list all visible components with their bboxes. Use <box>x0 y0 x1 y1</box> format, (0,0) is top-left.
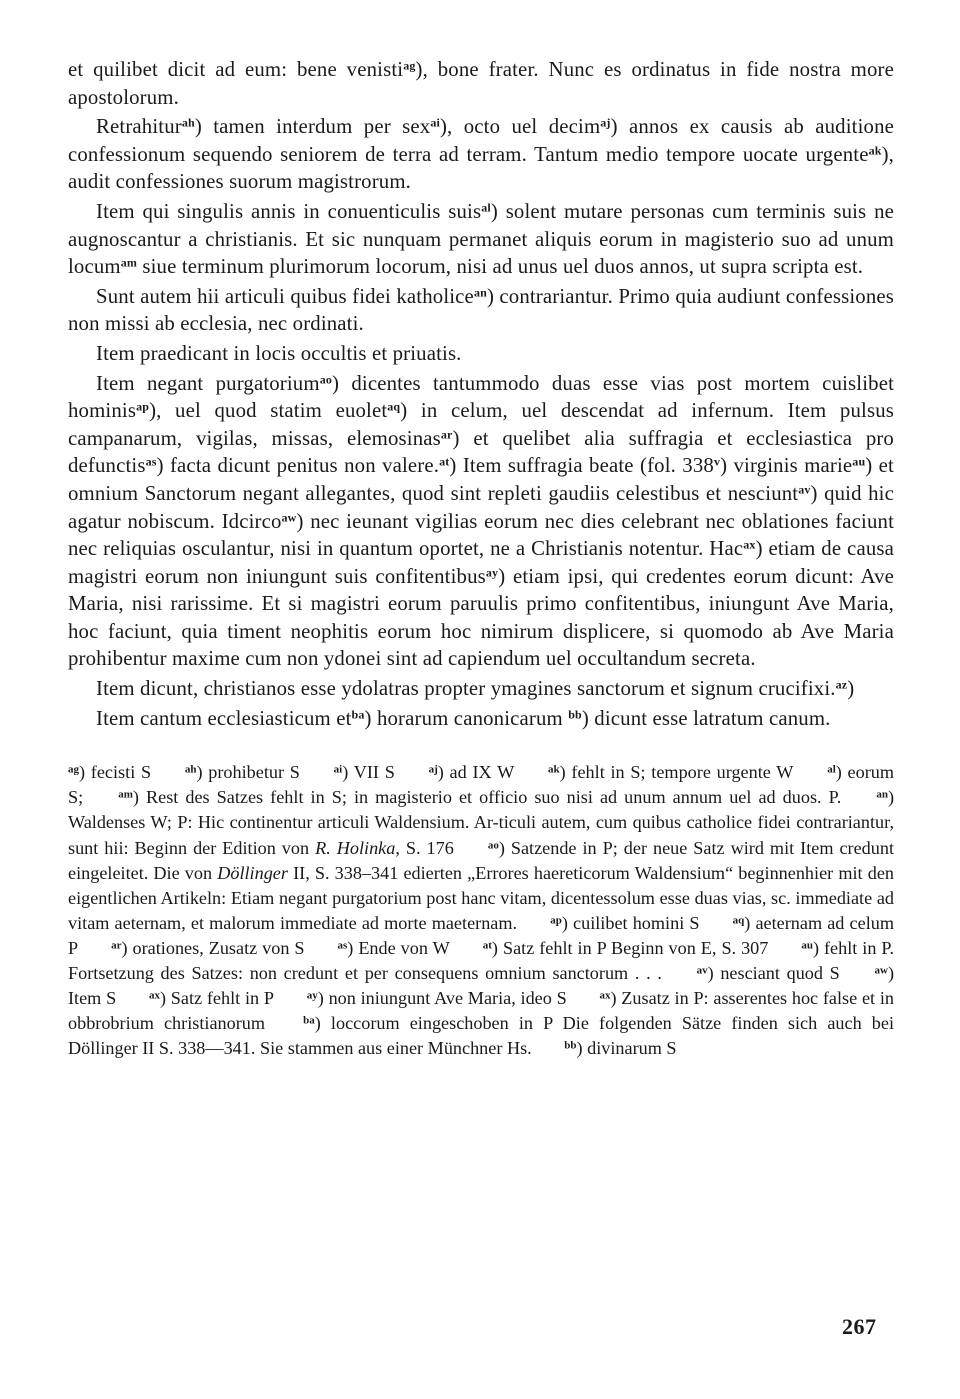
footnote-mark: bb <box>568 707 582 722</box>
footnote-text: ) Waldenses W; P: Hic continentur articuli Waldensium. Ar-ticuli autem, cum quibus catholice fidei contrariantur, sunt hii: Beginn der Edition von <box>68 787 894 858</box>
footnote-mark: au <box>852 454 866 469</box>
footnote-label: ag <box>68 763 79 776</box>
text-run: Item cantum ecclesiasticum et <box>96 706 352 730</box>
text-run: ) dicunt esse latratum canum. <box>581 706 831 730</box>
text-run: Item dicunt, christianos esse ydolatras propter ymagines sanctorum et signum crucifixi. <box>96 677 836 701</box>
page-number: 267 <box>842 1314 877 1339</box>
paragraph <box>68 56 894 111</box>
footnote <box>429 762 515 782</box>
footnote <box>338 938 450 958</box>
text-run: ) dicentes tantummodo duas esse vias post mortem cuislibet hominis <box>68 371 895 423</box>
footnote-text: ) Satz fehlt in P Beginn von E, S. 307 <box>491 937 769 958</box>
text-run: ) quid hic agatur nobiscum. Idcirco <box>68 481 894 533</box>
footnote-text: ) cuilibet homini S <box>561 912 700 933</box>
text-run: ) tamen interdum per sex <box>194 115 431 139</box>
paragraph <box>68 370 894 674</box>
paragraph <box>68 283 894 338</box>
footnote-mark: ah <box>181 115 195 130</box>
text-run: ) virginis marie <box>720 454 853 478</box>
footnote-label: ap <box>550 914 562 927</box>
footnote-text: , S. 176 <box>395 837 454 858</box>
footnote-mark: az <box>835 677 848 692</box>
text-run: ) solent mutare personas cum terminis suis ne augnoscantur a christianis. Et sic nunquam permanet aliquis eorum in magisterio suo ad unum locum <box>68 199 894 279</box>
text-run: ) etiam de causa magistri eorum non iniungunt suis confitentibus <box>68 537 894 588</box>
footnotes <box>68 760 894 1061</box>
footnote-mark: aw <box>281 509 297 524</box>
footnote <box>68 762 151 782</box>
paragraph <box>68 340 894 368</box>
page <box>68 56 894 1061</box>
footnote-text: ) orationes, Zusatz von S <box>121 937 305 958</box>
footnote <box>149 988 274 1008</box>
text-run: ), uel quod statim euolet <box>149 399 388 423</box>
footnote <box>118 787 841 807</box>
footnote-label: ar <box>111 939 122 952</box>
text-run: Item praedicant in locis occultis et priuatis. <box>96 341 462 365</box>
footnote-text: ) non iniungunt Ave Maria, ideo S <box>317 988 567 1009</box>
text-run: ) nec ieunant vigilias eorum nec dies celebrant nec oblationes faciunt nec reliquias osculantur, nisi in quantum oportet, ne a Christianis notentur. Hac <box>68 509 895 561</box>
footnote <box>550 913 699 933</box>
footnote-label: au <box>801 939 813 952</box>
footnote-text: ) ad IX W <box>437 762 515 783</box>
text-run: ) in celum, uel descendat ad infernum. Item pulsus campanarum, vigilas, missas, elemosinas <box>68 399 894 450</box>
footnote-label: as <box>337 939 348 952</box>
text-run: ) facta dicunt penitus non valere. <box>156 454 440 478</box>
footnote-label: aw <box>874 964 888 977</box>
paragraph <box>68 675 894 703</box>
footnote-label: aj <box>428 763 438 776</box>
footnote-label: av <box>696 964 708 977</box>
footnote-label: al <box>827 763 836 776</box>
footnote-author: Döllinger <box>217 862 288 883</box>
footnote-label: ax <box>599 989 611 1002</box>
footnote-label: ao <box>487 839 499 852</box>
footnote-label: ak <box>548 763 560 776</box>
footnote-text: ) VII S <box>342 762 395 783</box>
paragraph <box>68 198 894 281</box>
footnote-label: ai <box>333 763 343 776</box>
paragraph <box>68 113 894 196</box>
footnote-text: ) Ende von W <box>347 937 450 958</box>
text-run: ), octo uel decim <box>439 115 601 139</box>
footnote-mark: an <box>473 285 487 300</box>
paragraph <box>68 705 894 733</box>
footnote <box>334 762 395 782</box>
text-run: Retrahitur <box>96 115 182 139</box>
footnote-mark: ay <box>485 565 499 580</box>
text-run: siue terminum plurimorum locorum, nisi ad unus uel duos annos, ut supra scripta est. <box>137 255 864 279</box>
footnote-mark: v <box>713 454 721 469</box>
footnote-mark: ai <box>430 115 440 130</box>
text-run: ) annos ex causis ab auditione confessionum sequendo seniorem de terra ad terram. Tantum medio tempore uocate urgente <box>68 115 894 166</box>
text-run: ) etiam ipsi, qui credentes eorum dicunt: Ave Maria, nisi rarissime. Et si magistri eorum paruulis primo confitentibus, iniungunt Ave Maria, hoc faciunt, quia timent neophitis eorum hoc nimirum displicere, si quomodo ab Ave Maria prohibentur maxime cum non ydonei sint ad capiendum uel occultandum secreta. <box>68 564 895 671</box>
text-run: Item qui singulis annis in conuenticulis suis <box>96 199 482 223</box>
footnote-text: ) loccorum eingeschoben in P Die folgenden Sätze finden sich auch bei Döllinger II S. 338—341. Sie stammen aus einer Münchner Hs. <box>68 1013 894 1059</box>
footnote-mark: aj <box>600 115 611 130</box>
footnote-mark: aq <box>387 399 401 414</box>
text-run: Sunt autem hii articuli quibus fidei katholice <box>96 284 474 308</box>
footnote-text: ) prohibetur S <box>196 762 300 783</box>
footnote-author: R. Holinka <box>315 837 396 858</box>
footnote-label: ay <box>306 989 318 1002</box>
footnote-mark: al <box>481 200 491 215</box>
footnote-text: ) nesciant quod S <box>707 963 840 983</box>
footnote <box>185 762 300 782</box>
main-text <box>68 56 894 732</box>
text-run: ) contrariantur. Primo quia audiunt confessiones non missi ab ecclesia, nec ordinati. <box>68 284 895 336</box>
text-run: ) <box>847 677 855 701</box>
footnote-mark: av <box>798 482 811 497</box>
footnote-mark: ak <box>868 143 882 158</box>
footnote-text: ) divinarum S <box>576 1038 677 1059</box>
text-run: Item negant purgatorium <box>96 371 320 395</box>
footnote-label: at <box>482 939 492 952</box>
footnote-text: ) fehlt in S; tempore urgente W <box>559 762 794 783</box>
footnote-label: an <box>876 788 888 801</box>
footnote-mark: at <box>439 454 450 469</box>
footnote-label: ba <box>303 1014 315 1027</box>
text-run: ) et quelibet alia suffragia et ecclesiastica pro defunctis <box>68 426 894 478</box>
footnote-text: ) fecisti S <box>79 762 152 783</box>
text-run: ) Item suffragia beate (fol. 338 <box>449 454 714 478</box>
footnote-mark: ax <box>743 537 756 552</box>
footnote-text: ) Item S <box>68 963 894 1009</box>
footnote <box>564 1038 676 1058</box>
text-run: et quilibet dicit ad eum: bene venisti <box>68 58 404 81</box>
footnote-mark: am <box>120 255 138 270</box>
text-run: ), audit confessiones suorum magistrorum. <box>68 142 894 194</box>
footnote-block <box>68 760 894 1061</box>
footnote-text: ) aeternam ad celum P <box>68 912 894 958</box>
footnote-text: ) Rest des Satzes fehlt in S; in magisterio et officio suo nisi ad unum annum uel ad duos. P. <box>132 787 842 808</box>
footnote-text: ) Satz fehlt in P <box>159 988 274 1009</box>
footnote-mark: ap <box>136 399 150 414</box>
text-run: ) et omnium Sanctorum negant allegantes, quod sint repleti gaudiis celestibus et nesciunt <box>68 454 894 505</box>
footnote <box>483 938 769 958</box>
footnote-label: aq <box>732 914 745 927</box>
footnote-mark: ag <box>403 58 416 73</box>
footnote-label: bb <box>564 1039 577 1052</box>
footnote-text: ) eorum S; <box>68 762 895 808</box>
footnote-label: am <box>118 788 133 801</box>
footnote-text: ) fehlt in P. Fortsetzung des Satzes: non credunt et per consequens omnium sanctorum . . . <box>68 937 895 983</box>
footnote-text: II, S. 338–341 edierten „Errores haereticorum Waldensium“ beginnenhier mit den eigentlichen Artikeln: Etiam negant purgatorium post hanc vitam, dicentessolum esse duas vias, sc. immediate ad vitam aeternam, et malorum immediate ad morte maeternam. <box>68 862 894 933</box>
text-run: ) horarum canonicarum <box>364 706 569 730</box>
footnote-label: ah <box>184 763 197 776</box>
footnote-mark: ao <box>319 371 332 386</box>
footnote-mark: ba <box>351 707 365 722</box>
footnote-text: ) Zusatz in P: asserentes hoc false et in obbrobrium christianorum <box>68 988 895 1034</box>
footnote-mark: as <box>145 454 157 469</box>
footnote <box>548 762 793 782</box>
footnote-mark: ar <box>440 427 453 442</box>
footnote <box>111 938 304 958</box>
footnote-label: ax <box>148 989 160 1002</box>
text-run: ), bone frater. Nunc es ordinatus in fide nostra more apostolorum. <box>68 58 894 109</box>
footnote-text: ) Satzende in P; der neue Satz wird mit Item credunt eingeleitet. Die von <box>68 837 895 883</box>
footnote <box>307 988 567 1008</box>
footnote <box>697 963 840 983</box>
